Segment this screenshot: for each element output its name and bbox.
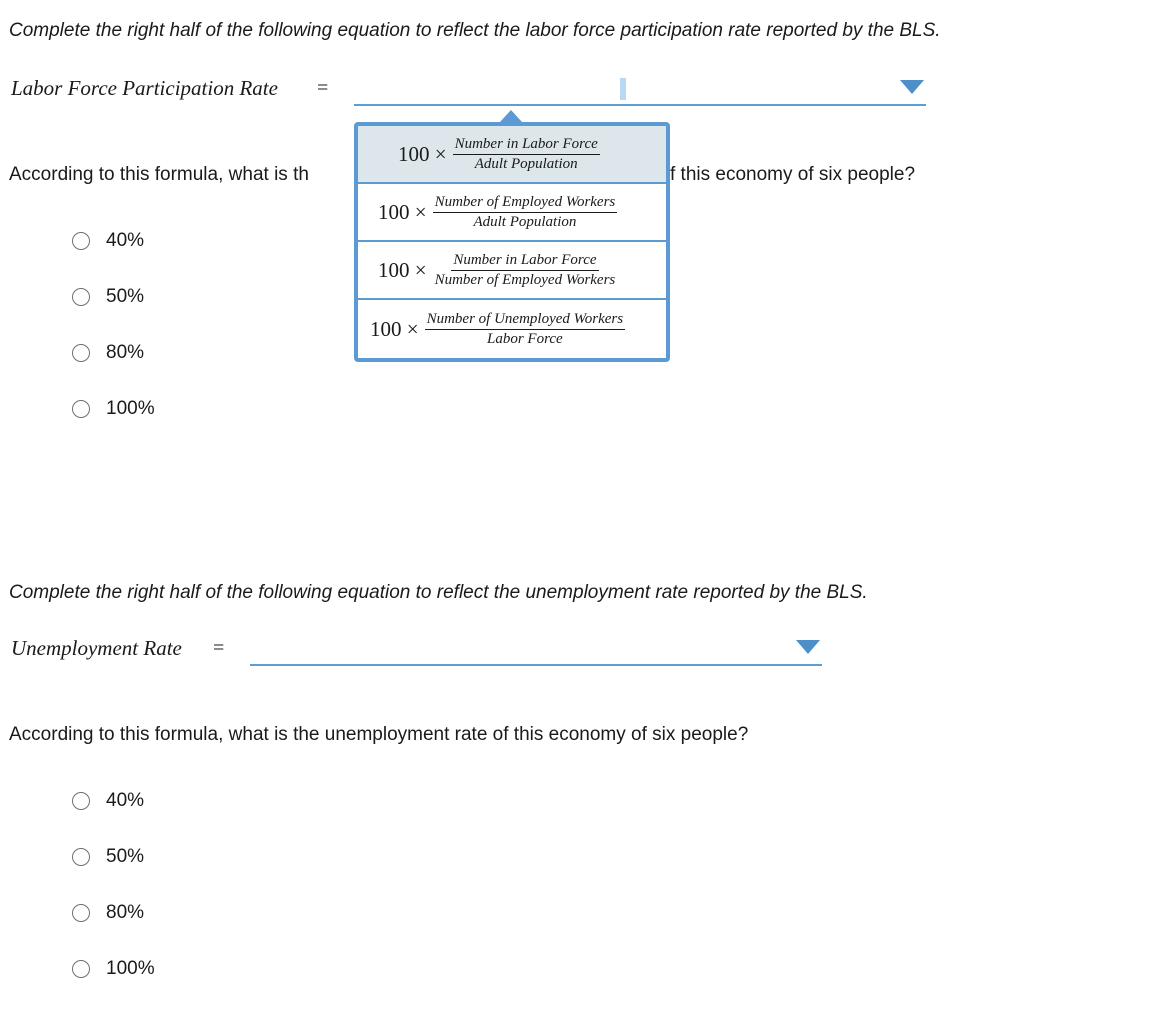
radio-button[interactable] — [72, 848, 90, 866]
radio-button[interactable] — [72, 344, 90, 362]
fraction — [453, 136, 600, 173]
lfpr-question-right: f this economy of six people? — [670, 164, 916, 185]
lfpr-prompt: Complete the right half of the following equation to reflect the labor force participation rate reported by the BLS. — [9, 20, 941, 41]
coefficient: 100 × — [378, 257, 427, 282]
lfpr-option-40[interactable] — [72, 228, 144, 254]
lfpr-option-100[interactable] — [72, 396, 155, 422]
dropdown-option-2[interactable] — [358, 184, 666, 242]
unemployment-equals-sign: = — [213, 637, 225, 659]
numerator: Number of Employed Workers — [433, 194, 618, 213]
lfpr-question — [9, 164, 309, 186]
lfpr-formula-dropdown[interactable] — [354, 72, 926, 106]
coefficient: 100 × — [370, 316, 419, 341]
option-label: 80% — [106, 342, 145, 363]
numerator: Number in Labor Force — [451, 252, 598, 271]
radio-button[interactable] — [72, 288, 90, 306]
lfpr-option-80[interactable] — [72, 340, 144, 366]
unemployment-formula-dropdown[interactable] — [250, 632, 822, 666]
unemployment-equation-label: Unemployment Rate — [11, 636, 182, 660]
unemployment-option-50[interactable] — [72, 844, 144, 870]
option-label: 100% — [106, 958, 155, 979]
unemployment-question: According to this formula, what is the unemployment rate of this economy of six people? — [9, 724, 749, 745]
chevron-down-icon[interactable] — [900, 80, 924, 94]
unemployment-option-100[interactable] — [72, 956, 155, 982]
formula-dropdown-menu — [354, 122, 670, 362]
unemployment-option-40[interactable] — [72, 788, 144, 814]
dropdown-option-1[interactable] — [358, 126, 666, 184]
radio-button[interactable] — [72, 400, 90, 418]
fraction — [433, 252, 618, 289]
denominator: Number of Employed Workers — [434, 271, 616, 288]
coefficient: 100 × — [398, 141, 447, 166]
denominator: Adult Population — [474, 155, 578, 172]
dropdown-option-3[interactable] — [358, 242, 666, 300]
option-label: 100% — [106, 398, 155, 419]
lfpr-question-tail — [670, 164, 915, 186]
unemployment-prompt: Complete the right half of the following equation to reflect the unemployment rate reported by the BLS. — [9, 582, 868, 603]
lfpr-equals-sign: = — [317, 77, 329, 99]
radio-button[interactable] — [72, 960, 90, 978]
chevron-down-icon[interactable] — [796, 640, 820, 654]
option-label: 80% — [106, 902, 145, 923]
radio-button[interactable] — [72, 232, 90, 250]
popup-pointer — [500, 110, 522, 122]
option-label: 50% — [106, 286, 145, 307]
numerator: Number in Labor Force — [453, 136, 600, 155]
text-cursor — [620, 78, 626, 100]
denominator: Labor Force — [487, 330, 563, 347]
radio-button[interactable] — [72, 792, 90, 810]
lfpr-option-50[interactable] — [72, 284, 144, 310]
coefficient: 100 × — [378, 199, 427, 224]
fraction — [425, 311, 626, 348]
option-label: 40% — [106, 230, 145, 251]
denominator: Adult Population — [473, 213, 577, 230]
unemployment-option-80[interactable] — [72, 900, 144, 926]
option-label: 40% — [106, 790, 145, 811]
lfpr-equation-label: Labor Force Participation Rate — [11, 76, 278, 100]
radio-button[interactable] — [72, 904, 90, 922]
fraction — [433, 194, 618, 231]
numerator: Number of Unemployed Workers — [425, 311, 626, 330]
option-label: 50% — [106, 846, 145, 867]
lfpr-question-left: According to this formula, what is th — [9, 164, 309, 185]
dropdown-option-4[interactable] — [358, 300, 666, 358]
